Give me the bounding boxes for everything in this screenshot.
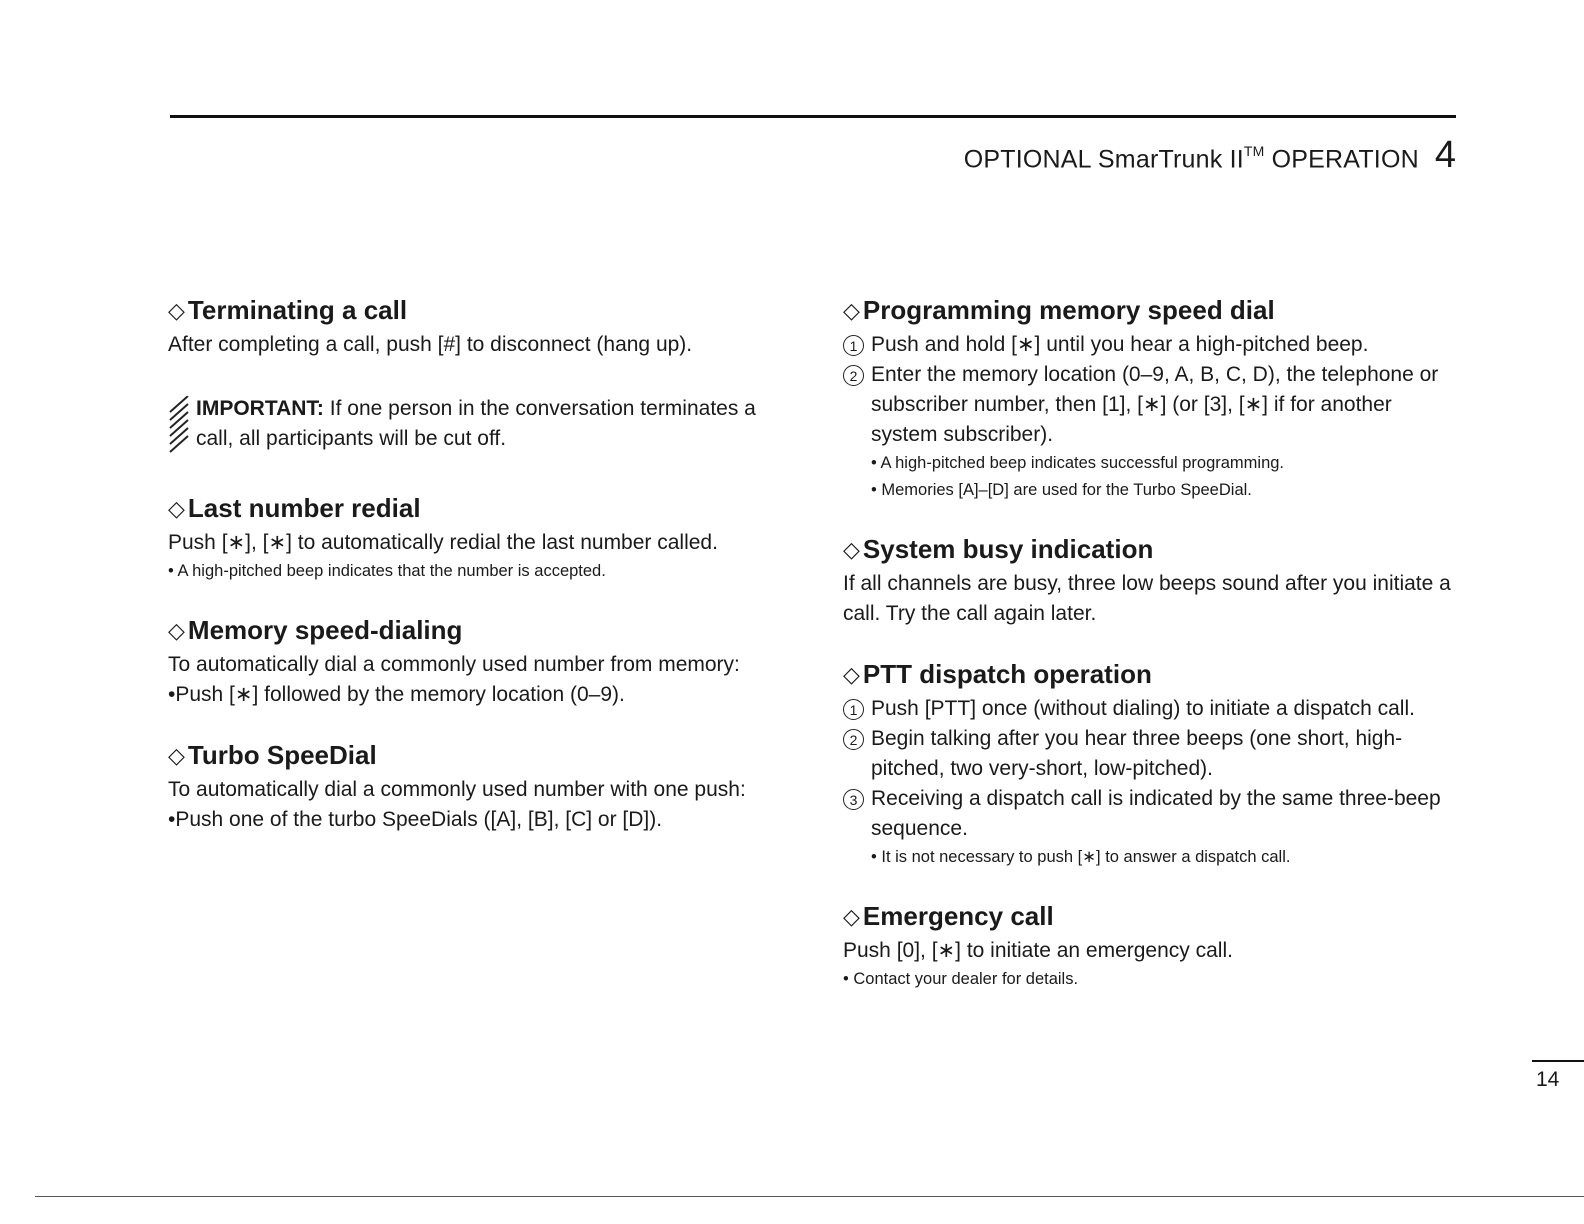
diamond-icon: ◇ (843, 661, 860, 687)
section-redial (168, 493, 788, 585)
step-item (843, 694, 1463, 724)
step-item (843, 330, 1463, 360)
diamond-icon: ◇ (843, 903, 860, 929)
section-heading: Last number redial (187, 493, 421, 523)
section-text: Push [∗], [∗] to automatically redial the last number called. (168, 531, 718, 554)
page-number: 14 (1536, 1068, 1560, 1091)
step-item (843, 360, 1463, 450)
diamond-icon: ◇ (168, 495, 185, 521)
step-text: Receiving a dispatch call is indicated by the same three-beep sequence. (871, 787, 1441, 840)
step-number: 1 (843, 335, 864, 356)
section-note: • A high-pitched beep indicates successful programming. (871, 454, 1285, 472)
section-memory (168, 615, 788, 710)
section-text: After completing a call, push [#] to disconnect (hang up). (168, 333, 693, 356)
section-text: Push [0], [∗] to initiate an emergency call. (843, 939, 1233, 962)
step-number: 1 (843, 699, 864, 720)
step-text: Enter the memory location (0–9, A, B, C, D), the telephone or subscriber number, then [1], [∗] (or [3], [∗] if for another system subscriber). (871, 363, 1439, 446)
step-number: 2 (843, 729, 864, 750)
section-programming (843, 295, 1463, 504)
top-rule (170, 115, 1456, 118)
section-bullet: •Push [∗] followed by the memory location (0–9). (168, 683, 625, 706)
chapter-number: 4 (1434, 134, 1456, 176)
section-note: • A high-pitched beep indicates that the number is accepted. (168, 562, 606, 580)
step-number: 3 (843, 789, 864, 810)
section-bullet: •Push one of the turbo SpeeDials ([A], [B], [C] or [D]). (168, 808, 663, 831)
section-turbo (168, 740, 788, 835)
header-title: OPTIONAL SmarTrunk II™ OPERATION (963, 142, 1419, 173)
important-text: If one person in the conversation terminates a call, all participants will be cut off. (196, 397, 756, 450)
section-note: • Contact your dealer for details. (843, 970, 1079, 988)
step-text: Push and hold [∗] until you hear a high-pitched beep. (871, 333, 1369, 356)
step-item (843, 724, 1463, 784)
page-number-rule (1532, 1060, 1584, 1062)
step-item (843, 784, 1463, 844)
right-column (843, 295, 1463, 1023)
diamond-icon: ◇ (168, 617, 185, 643)
hatch-icon (168, 396, 196, 459)
section-heading: PTT dispatch operation (862, 659, 1152, 689)
diamond-icon: ◇ (168, 742, 185, 768)
section-heading: Programming memory speed dial (862, 295, 1275, 325)
diamond-icon: ◇ (843, 536, 860, 562)
section-emergency (843, 901, 1463, 993)
bottom-rule (35, 1196, 1584, 1197)
important-note (168, 394, 788, 459)
section-note: • It is not necessary to push [∗] to answer a dispatch call. (871, 848, 1291, 866)
section-text: To automatically dial a commonly used number from memory: (168, 653, 740, 676)
diamond-icon: ◇ (168, 297, 185, 323)
section-heading: Memory speed-dialing (187, 615, 463, 645)
section-heading: System busy indication (862, 534, 1154, 564)
section-text: To automatically dial a commonly used number with one push: (168, 778, 746, 801)
section-terminating (168, 295, 788, 360)
section-busy (843, 534, 1463, 629)
step-number: 2 (843, 365, 864, 386)
diamond-icon: ◇ (843, 297, 860, 323)
section-heading: Turbo SpeeDial (187, 740, 377, 770)
section-heading: Emergency call (862, 901, 1054, 931)
important-label: IMPORTANT: (196, 397, 324, 420)
section-note: • Memories [A]–[D] are used for the Turbo SpeeDial. (871, 481, 1252, 499)
step-text: Begin talking after you hear three beeps (one short, high-pitched, two very-short, low-pitched). (871, 727, 1403, 780)
page-header (964, 134, 1456, 177)
step-text: Push [PTT] once (without dialing) to initiate a dispatch call. (871, 697, 1415, 720)
section-text: If all channels are busy, three low beeps sound after you initiate a call. Try the call again later. (843, 572, 1451, 625)
section-heading: Terminating a call (187, 295, 408, 325)
section-ptt (843, 659, 1463, 871)
left-column (168, 295, 788, 865)
